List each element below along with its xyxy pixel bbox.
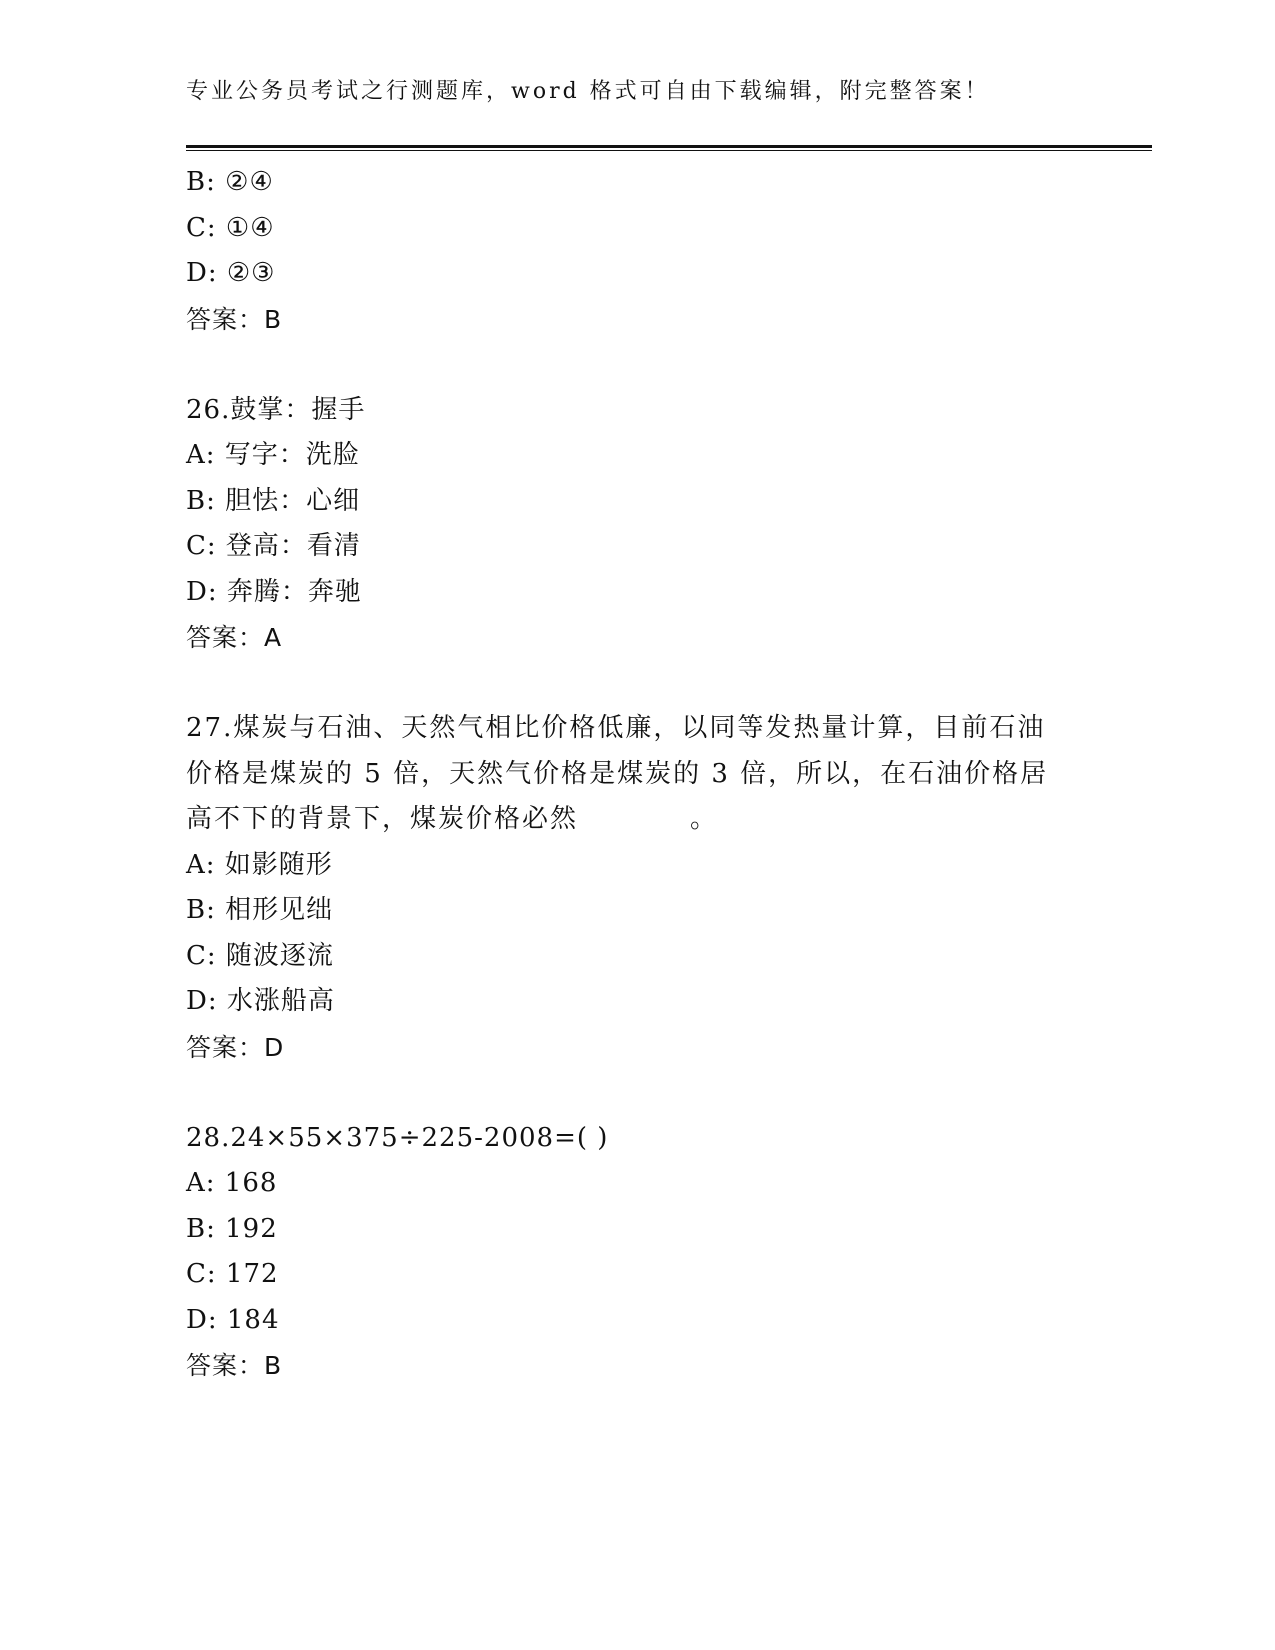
option-a: A: 168 [186,1168,278,1198]
option-c: C: 随波逐流 [186,940,334,971]
question-content [186,160,1086,1389]
answer-line: 答案：B [186,1351,283,1380]
option-d: D: ②③ [186,258,276,288]
header-divider [186,145,1152,151]
page-header: 专业公务员考试之行测题库，word 格式可自由下载编辑，附完整答案！ [186,79,990,104]
header-divider-thin [186,150,1152,151]
option-c: C: ①④ [186,212,275,243]
question-25-block [186,160,1086,342]
question-26-block [186,388,1086,661]
spacer [186,342,1086,388]
question-27-block [186,706,1086,1070]
option-c: C: 172 [186,1259,279,1289]
option-a: A: 写字：洗脸 [186,440,360,470]
option-b: B: 胆怯：心细 [186,485,361,516]
question-stem-line: 价格是煤炭的 5 倍，天然气价格是煤炭的 3 倍，所以，在石油价格居 [186,758,1049,789]
question-stem-line: 高不下的背景下，煤炭价格必然 。 [186,804,719,834]
answer-line: 答案：D [186,1032,285,1062]
option-b: B: ②④ [186,167,274,197]
question-stem-line: 27.煤炭与石油、天然气相比价格低廉，以同等发热量计算，目前石油 [186,713,1046,743]
answer-line: 答案：B [186,304,283,334]
spacer [186,661,1086,707]
option-b: B: 192 [186,1213,278,1244]
header-divider-thick [186,145,1152,148]
question-stem: 28.24×55×375÷225-2008=( ) [186,1122,609,1153]
option-d: D: 奔腾：奔驰 [186,576,362,607]
question-stem: 26.鼓掌：握手 [186,394,366,425]
option-c: C: 登高：看清 [186,531,361,561]
answer-line: 答案：A [186,623,283,652]
option-d: D: 水涨船高 [186,986,335,1016]
spacer [186,1070,1086,1116]
option-d: D: 184 [186,1304,280,1335]
question-28-block [186,1116,1086,1389]
option-a: A: 如影随形 [186,849,333,880]
option-b: B: 相形见绌 [186,895,334,925]
